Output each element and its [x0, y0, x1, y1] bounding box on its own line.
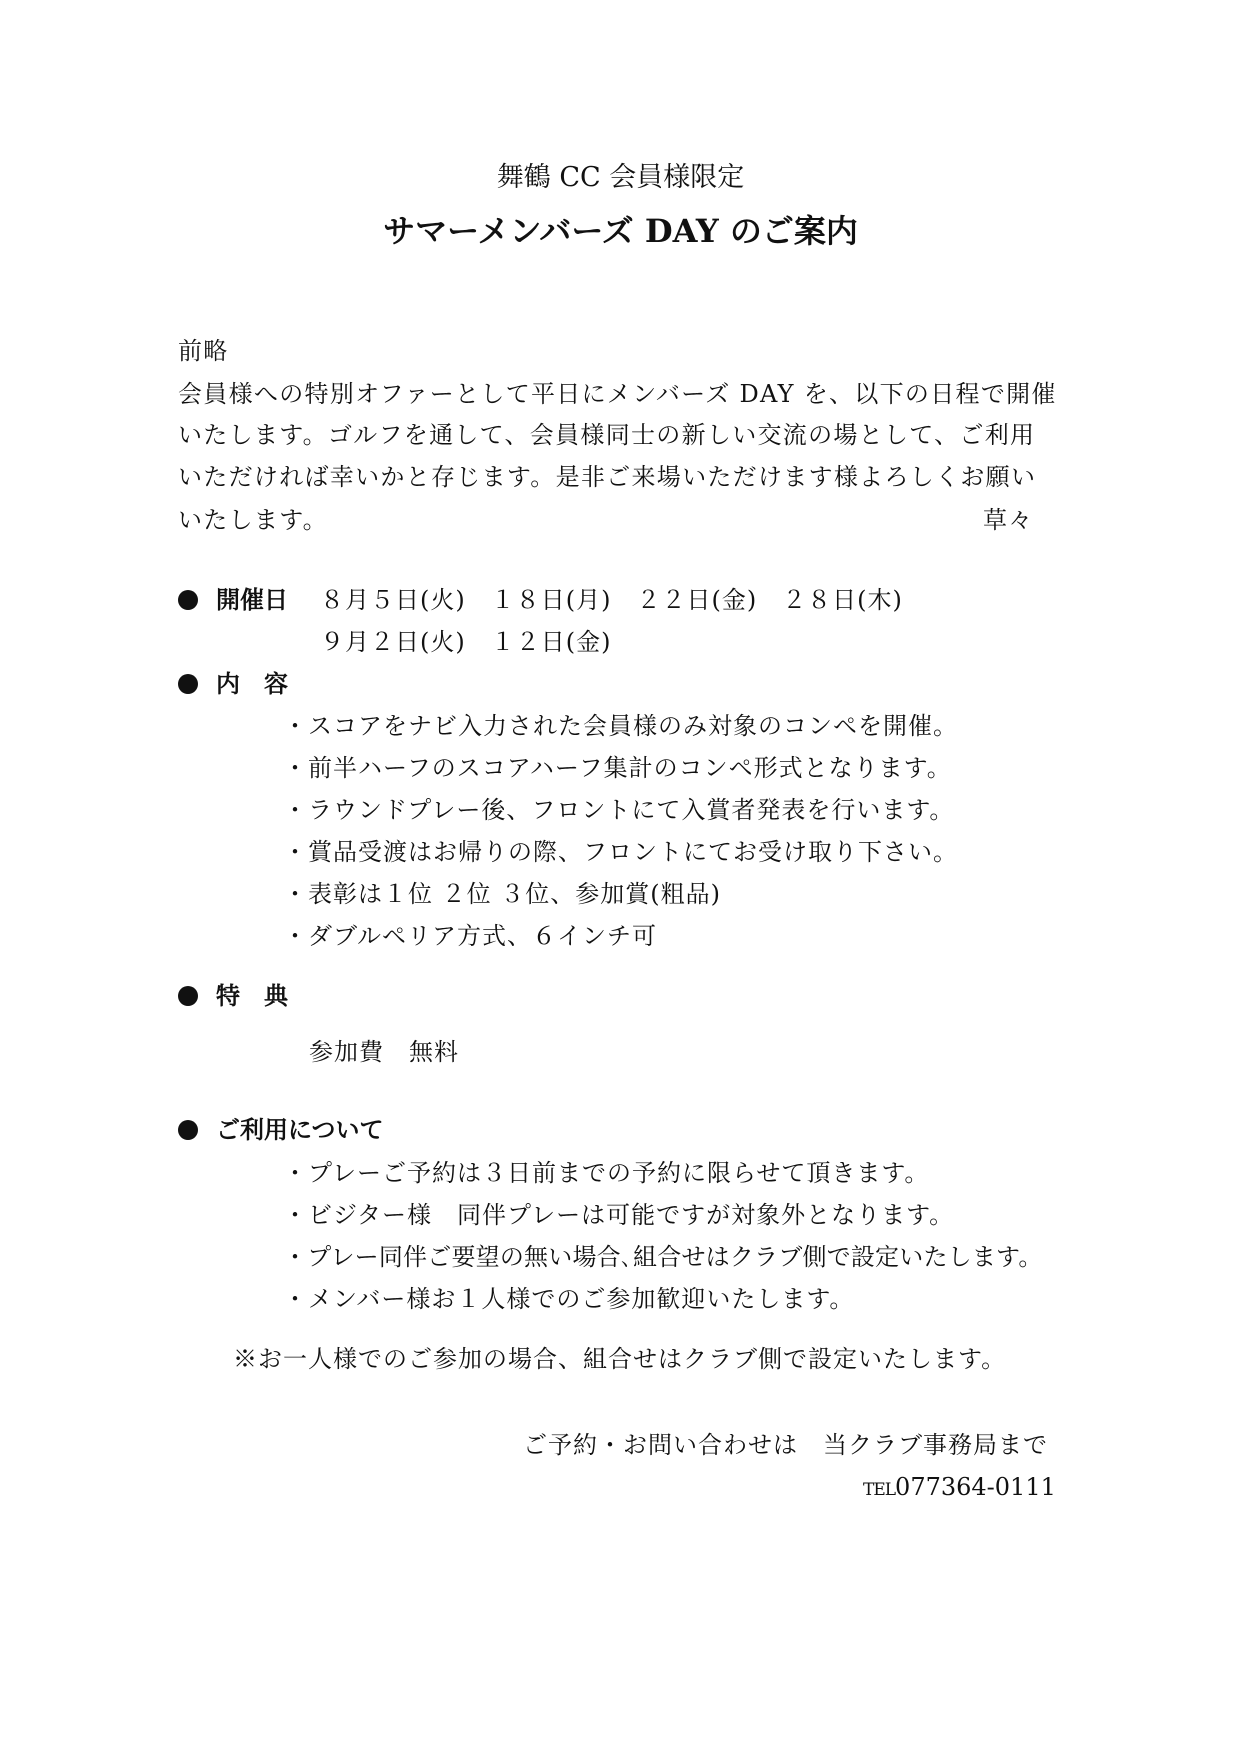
bullet-icon: [178, 1120, 198, 1140]
benefit-text: 参加費 無料: [309, 1038, 459, 1066]
bullet-icon: [178, 674, 198, 694]
contact-text: ご予約・お問い合わせは 当クラブ事務局まで: [523, 1431, 1048, 1459]
content-heading-label: 内 容: [216, 670, 288, 698]
benefit-section-heading: [178, 979, 288, 1013]
content-item-4: ・賞品受渡はお帰りの際、フロントにてお受け取り下さい。: [283, 838, 958, 866]
intro-line-4: いたします。: [178, 506, 328, 534]
usage-section-heading: [178, 1113, 384, 1147]
bullet-icon: [178, 986, 198, 1006]
intro-line-1: 会員様への特別オファーとして平日にメンバーズ DAY を、以下の日程で開催: [178, 380, 1057, 408]
content-item-6: ・ダブルペリア方式、６インチ可: [283, 922, 658, 950]
usage-item-3: ・プレー同伴ご要望の無い場合､組合せはクラブ側で設定いたします。: [283, 1243, 1043, 1271]
tel-number: 077364-0111: [895, 1473, 1056, 1501]
dates-section-heading: [178, 583, 288, 617]
content-item-2: ・前半ハーフのスコアハーフ集計のコンペ形式となります。: [283, 754, 952, 782]
usage-item-2: ・ビジター様 同伴プレーは可能ですが対象外となります。: [283, 1201, 955, 1229]
greeting-opening: 前略: [178, 337, 229, 365]
intro-line-2: いたします。ゴルフを通して、会員様同士の新しい交流の場として、ご利用: [178, 421, 1036, 449]
tel-label: TEL: [863, 1480, 896, 1500]
dates-heading-label: 開催日: [216, 586, 288, 614]
intro-line-3: いただければ幸いかと存じます。是非ご来場いただけます様よろしくお願い: [178, 463, 1037, 491]
usage-heading-label: ご利用について: [216, 1116, 384, 1144]
usage-item-1: ・プレーご予約は３日前までの予約に限らせて頂きます。: [283, 1159, 930, 1187]
usage-item-4: ・メンバー様お１人様でのご参加歓迎いたします。: [283, 1285, 855, 1313]
subtitle: 舞鶴 CC 会員様限定: [496, 162, 745, 193]
content-item-5: ・表彰は１位 ２位 ３位、参加賞(粗品): [283, 880, 721, 908]
greeting-closing: 草々: [983, 506, 1034, 534]
bullet-icon: [178, 590, 198, 610]
content-section-heading: [178, 667, 288, 701]
contact-phone: [863, 1470, 1056, 1507]
benefit-heading-label: 特 典: [216, 982, 288, 1010]
dates-line-august: ８月５日(火) １８日(月) ２２日(金) ２８日(木): [320, 586, 903, 614]
content-item-3: ・ラウンドプレー後、フロントにて入賞者発表を行います。: [283, 796, 955, 824]
page-title: サマーメンバーズ DAY のご案内: [383, 212, 858, 250]
dates-line-september: ９月２日(火) １２日(金): [320, 628, 612, 656]
usage-note: ※お一人様でのご参加の場合、組合せはクラブ側で設定いたします。: [233, 1345, 1007, 1373]
content-item-1: ・スコアをナビ入力された会員様のみ対象のコンペを開催。: [283, 712, 958, 740]
